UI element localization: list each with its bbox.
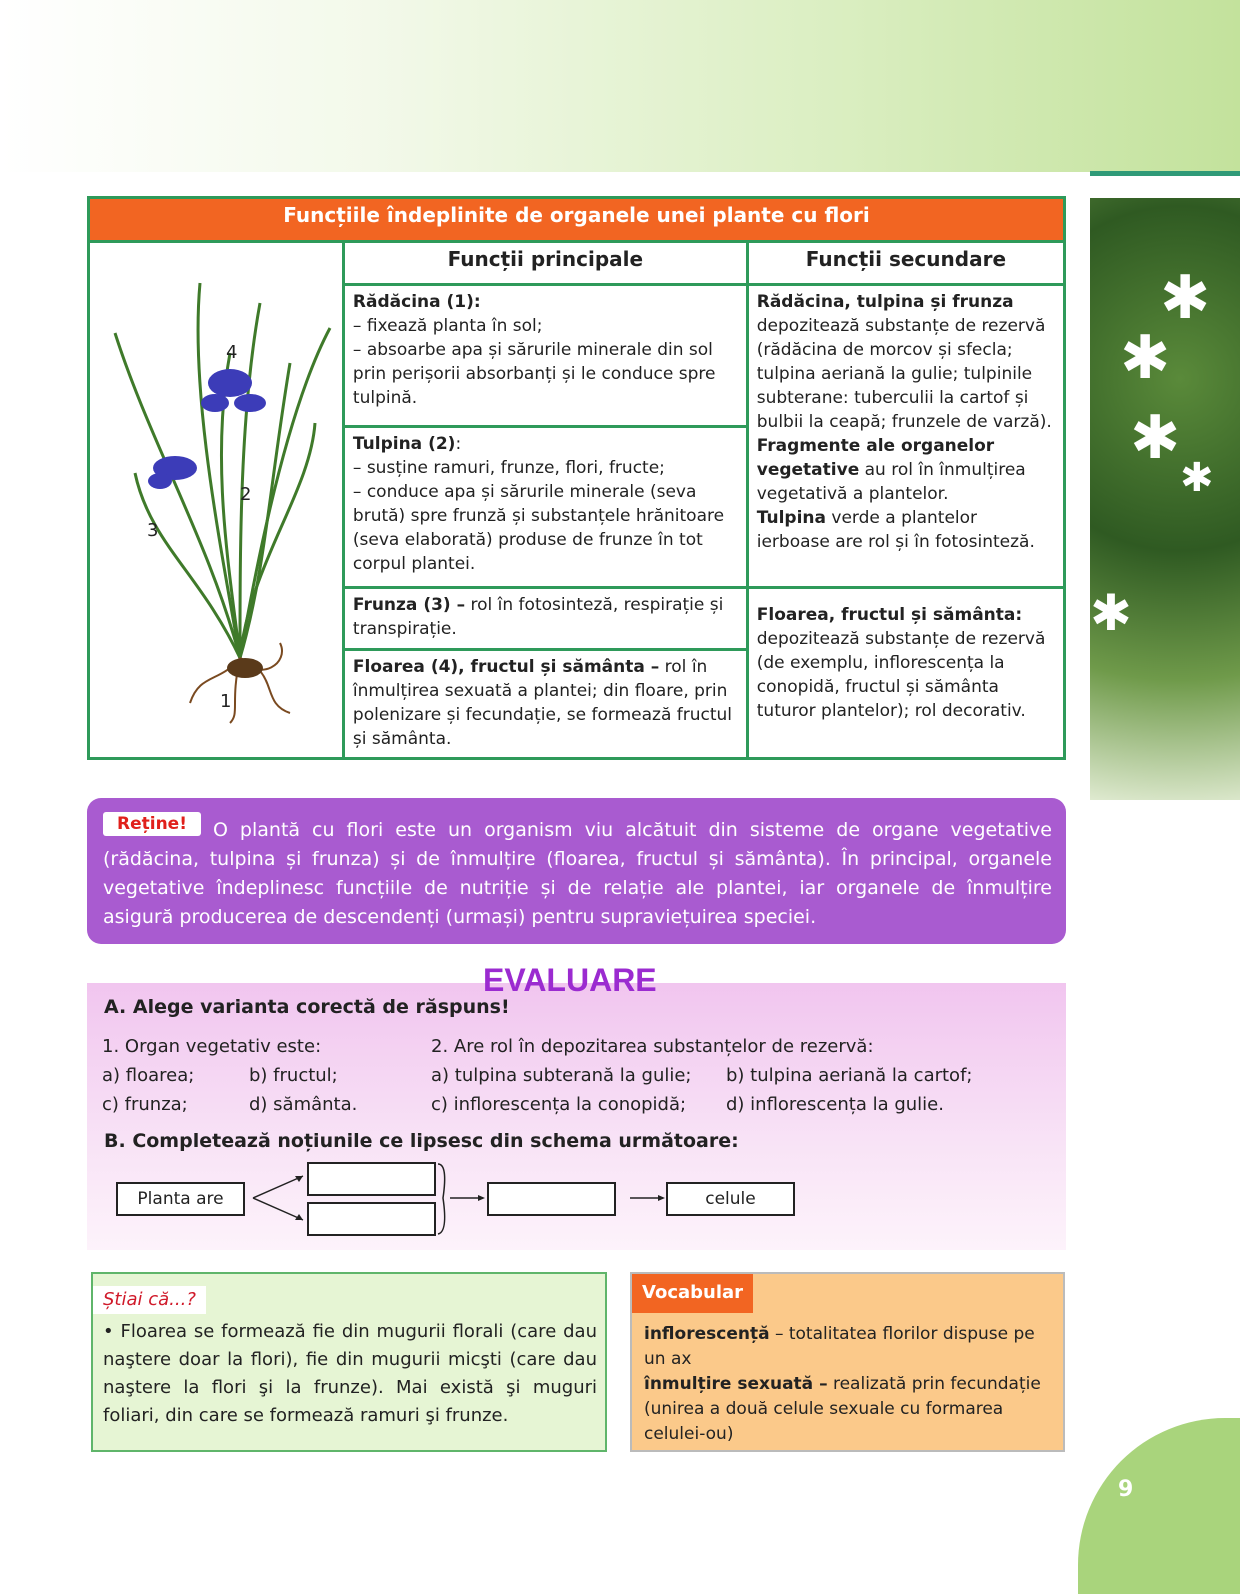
page-number-badge — [1075, 1415, 1240, 1594]
q2-option-b[interactable]: b) tulpina aeriană la cartof; — [726, 1065, 973, 1086]
did-you-know-label: Știai că...? — [93, 1286, 206, 1314]
secondary-functions-reproductive: Floarea, fructul și sământa: depozitează substanțe de rezervă (de exemplu, inflorescența la conopidă, fructul și sământa tuturor plantelor); rol decorativ. — [747, 588, 1064, 759]
vocabulary-box: Vocabular inflorescență – totalitatea florilor dispuse pe un ax înmulțire sexuată – realizată prin fecundație (unirea a două celule sexuale cu formarea celulei-ou) — [630, 1272, 1065, 1452]
jasmine-flowers-photo: ✱ ✱ ✱ ✱ ✱ — [1090, 198, 1240, 800]
page-number: 9 — [1118, 1477, 1134, 1502]
evaluation-title: EVALUARE — [483, 962, 657, 998]
label-root-number: 1 — [220, 691, 232, 712]
col-secondary-functions: Funcții secundare — [747, 242, 1064, 285]
section-a-heading: A. Alege varianta corectă de răspuns! — [104, 996, 510, 1018]
q2-option-c[interactable]: c) inflorescența la conopidă; — [431, 1094, 687, 1115]
q1-option-d[interactable]: d) sământa. — [249, 1094, 358, 1115]
q1-option-a[interactable]: a) floarea; — [102, 1065, 195, 1086]
scheme-end-box: celule — [666, 1182, 795, 1216]
stem-functions: Tulpina (2): – susține ramuri, frunze, flori, fructe; – conduce apa și sărurile minerale (seva brută) spre frunză și substanțele hrănitoare (seva elaborată) produse de frunze în tot corpul plantei. — [343, 427, 747, 588]
root-functions: Rădăcina (1): – fixează planta în sol; – absoarbe apa și sărurile minerale din sol prin perișorii absorbanți și le conduce spre tulpină. — [343, 285, 747, 427]
label-leaf-number: 3 — [147, 520, 159, 541]
table-title: Funcțiile îndeplinite de organele unei plante cu flori — [89, 198, 1065, 242]
q2-option-a[interactable]: a) tulpina subterană la gulie; — [431, 1065, 692, 1086]
q1-option-b[interactable]: b) fructul; — [249, 1065, 338, 1086]
plant-illustration-cell — [89, 242, 344, 759]
flower-functions: Floarea (4), fructul și sământa – rol în înmulțirea sexuată a plantei; din floare, prin polenizare și fecundație, se formează fructul și sământa. — [343, 650, 747, 759]
q1-option-c[interactable]: c) frunza; — [102, 1094, 188, 1115]
label-stem-number: 2 — [240, 484, 252, 505]
label-flower-number: 4 — [226, 342, 238, 363]
remember-text: O plantă cu flori este un organism viu alcătuit din sisteme de organe vegetative (rădăcina, tulpina și frunza) și de înmulțire (floarea, fructul și sământa). În principal, organele vegetative îndeplinesc funcțiile de nutriție și de relație ale plantei, iar organele de înmulțire asigură producerea de descendenți (urmași) pentru supraviețuirea speciei. — [103, 819, 1052, 928]
scheme-arrows — [245, 1160, 675, 1240]
plant-functions-table — [87, 196, 1066, 760]
remember-label: Reține! — [103, 812, 201, 836]
question-2: 2. Are rol în depozitarea substanțelor de rezervă: — [431, 1036, 874, 1057]
leaf-functions: Frunza (3) – rol în fotosinteză, respirație și transpirație. — [343, 588, 747, 650]
did-you-know-text: • Floarea se formează fie din mugurii florali (care dau naştere doar la flori), fie din mugurii micşti (care dau naştere la flori şi la frunze). Mai există şi muguri foliari, din care se formează ramuri şi frunze. — [103, 1321, 597, 1426]
iris-plant-illustration — [90, 243, 340, 753]
did-you-know-box — [91, 1272, 607, 1452]
header-line — [1090, 171, 1240, 176]
remember-box — [87, 798, 1066, 944]
col-main-functions: Funcții principale — [343, 242, 747, 285]
vocabulary-label: Vocabular — [632, 1274, 753, 1313]
header-band — [0, 0, 1240, 172]
scheme-start-box: Planta are — [116, 1182, 245, 1216]
secondary-functions-vegetative: Rădăcina, tulpina și frunza depozitează substanțe de rezervă (rădăcina de morcov și sfecla; tulpina aeriană la gulie; tulpinile subterane: tuberculii la cartof și bulbii la ceapă; frunzele de varză). Fragmente ale organelor vegetative au rol în înmulțirea vegetativă a plantelor. Tulpina verde a plantelor ierboase are rol și în fotosinteză. — [747, 285, 1064, 588]
section-b-heading: B. Completează noțiunile ce lipsesc din schema următoare: — [104, 1130, 739, 1152]
question-1: 1. Organ vegetativ este: — [102, 1036, 322, 1057]
q2-option-d[interactable]: d) inflorescența la gulie. — [726, 1094, 944, 1115]
